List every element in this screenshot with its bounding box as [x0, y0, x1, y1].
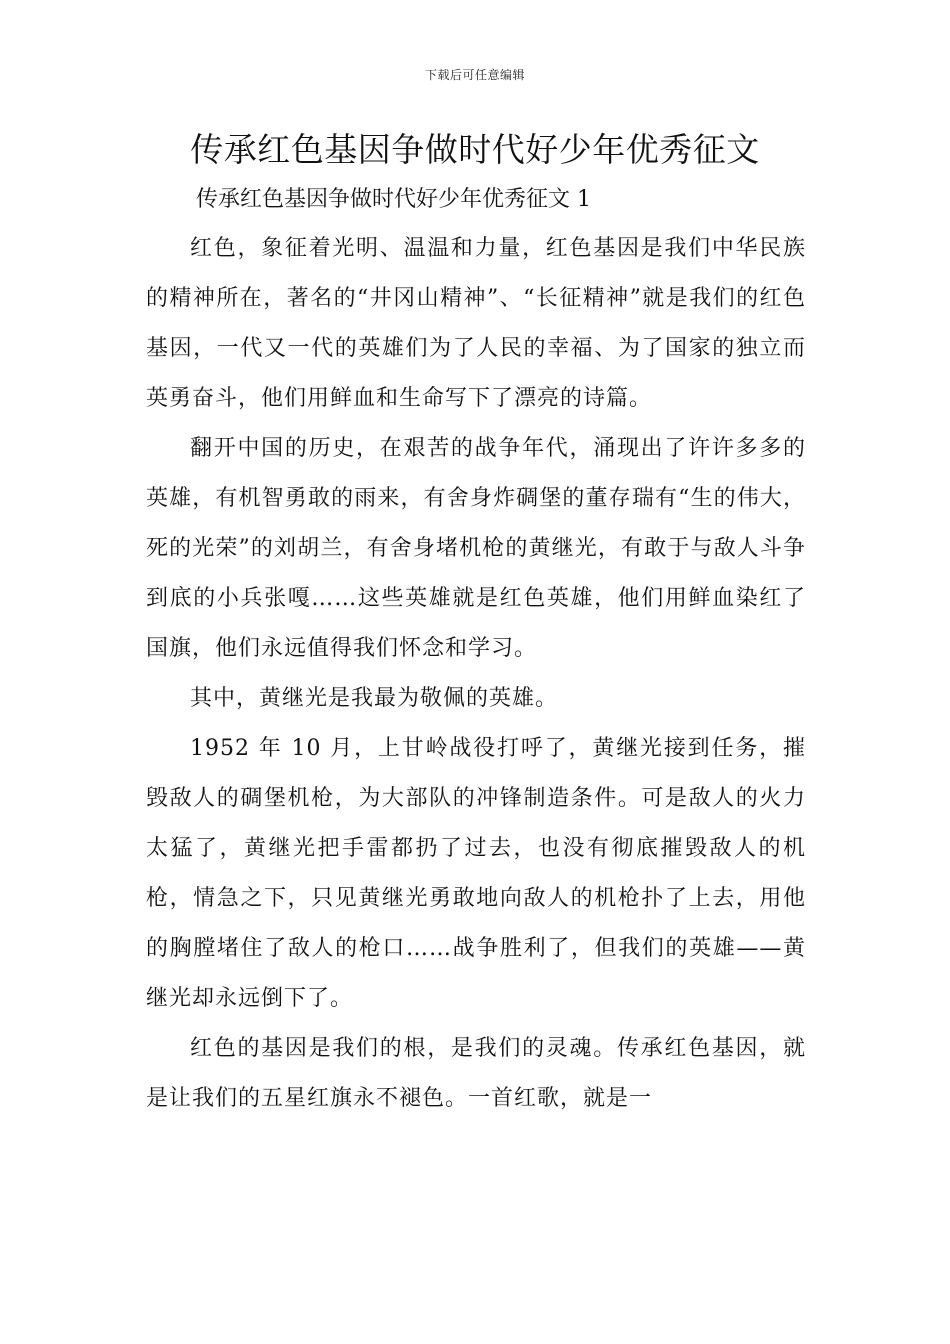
document-title: 传承红色基因争做时代好少年优秀征文 — [190, 130, 760, 169]
header-note: 下载后可任意编辑 — [424, 68, 525, 82]
paragraph: 1952 年 10 月，上甘岭战役打呼了，黄继光接到任务，摧毁敌人的碉堡机枪，为大部队的冲锋制造条件。可是敌人的火力太猛了，黄继光把手雷都扔了过去，也没有彻底摧毁敌人的机枪，情急之下，只见黄继光勇敢地向敌人的机枪扑了上去，用他的胸膛堵住了敌人的枪口……战争胜利了，但我们的英雄——黄继光却永远倒下了。 — [146, 736, 806, 1011]
document-subtitle: 传承红色基因争做时代好少年优秀征文 1 — [196, 187, 591, 212]
paragraph: 翻开中国的历史，在艰苦的战争年代，涌现出了许许多多的英雄，有机智勇敢的雨来，有舍身炸碉堡的董存瑞有“生的伟大，死的光荣”的刘胡兰，有舍身堵机枪的黄继光，有敢于与敌人斗争到底的小兵张嘎……这些英雄就是红色英雄，他们用鲜血染红了国旗，他们永远值得我们怀念和学习。 — [146, 436, 806, 661]
paragraph: 其中，黄继光是我最为敬佩的英雄。 — [190, 686, 559, 711]
document-body — [146, 224, 806, 1124]
paragraph: 红色的基因是我们的根，是我们的灵魂。传承红色基因，就是让我们的五星红旗永不褪色。一首红歌，就是一 — [146, 1036, 806, 1111]
paragraph: 红色，象征着光明、温温和力量，红色基因是我们中华民族的精神所在，著名的“井冈山精神”、“长征精神”就是我们的红色基因，一代又一代的英雄们为了人民的幸福、为了国家的独立而英勇奋斗，他们用鲜血和生命写下了漂亮的诗篇。 — [146, 236, 806, 411]
